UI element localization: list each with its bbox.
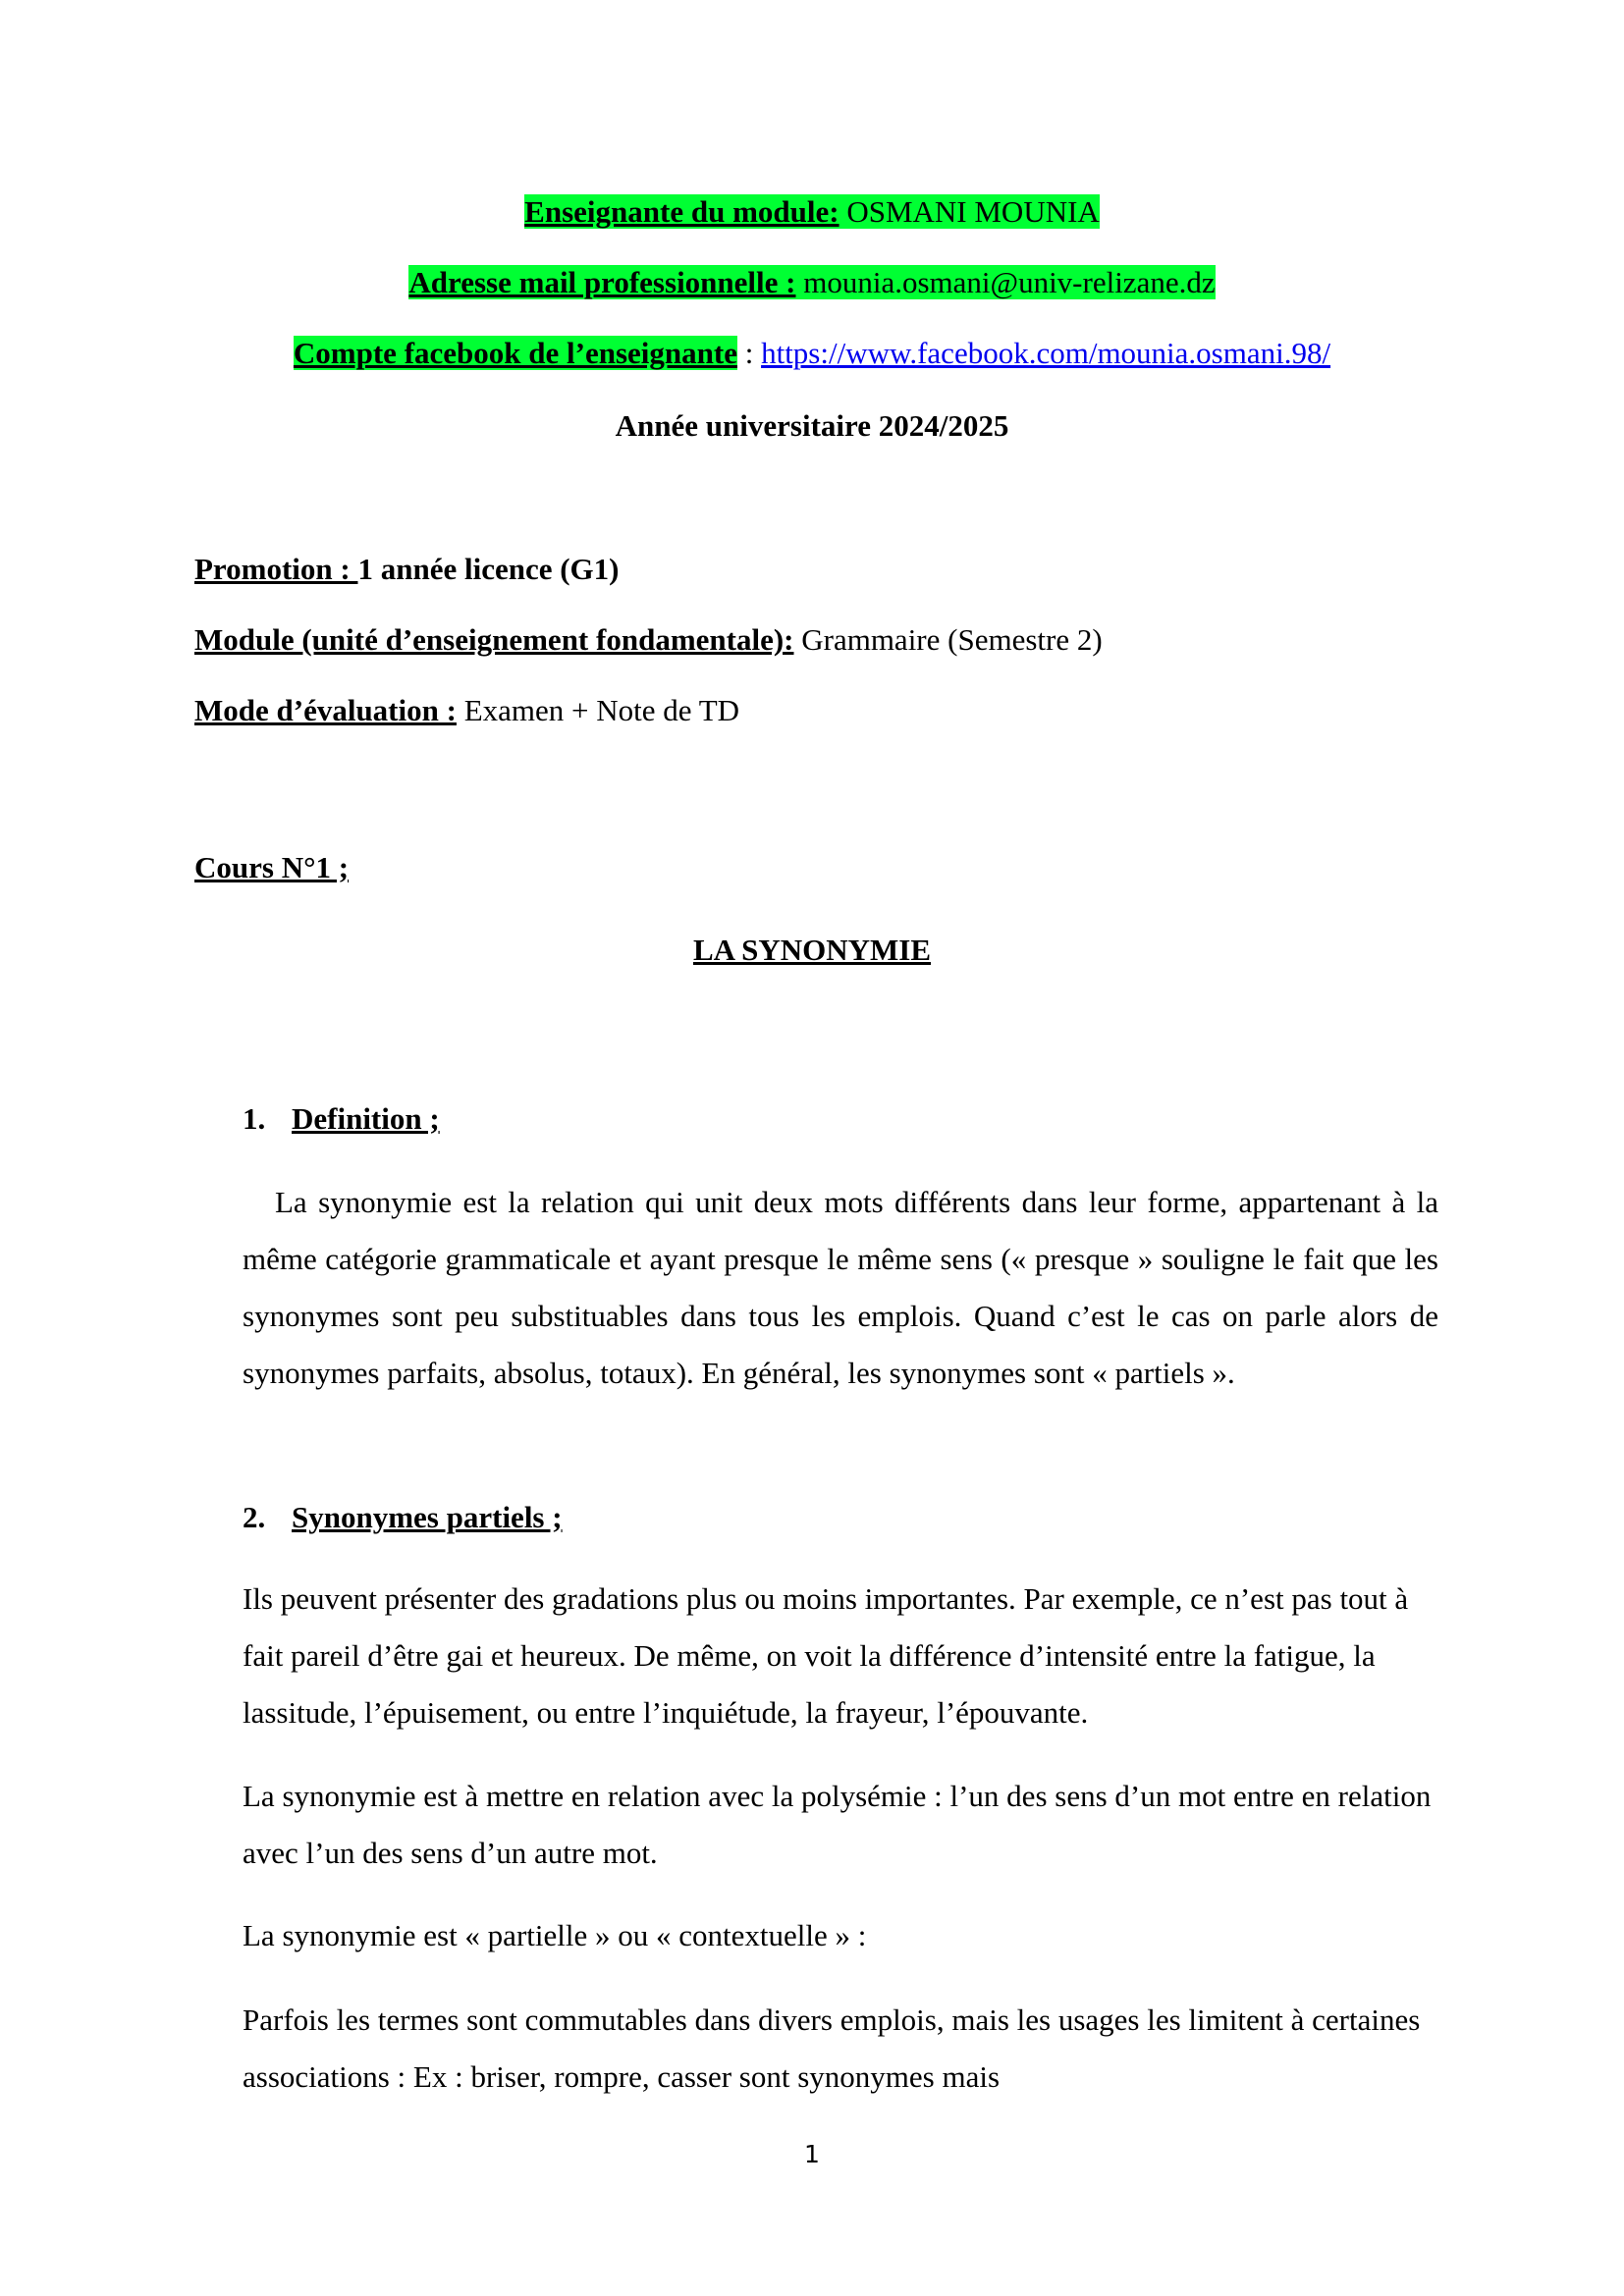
email-line [0,263,1624,302]
course-title-line [0,931,1624,970]
section-number: 1. [243,1101,266,1136]
paragraph-polysemy: La synonymie est à mettre en relation avec la polysémie : l’un des sens d’un mot entre en relation avec l’un des sens d’un autre mot. [243,1779,1432,1870]
section-heading-definition [243,1099,440,1139]
course-title: LA SYNONYMIE [692,933,931,967]
section-title: Definition ; [292,1101,440,1136]
facebook-line [0,334,1624,373]
evaluation-value: Examen + Note de TD [456,693,740,727]
evaluation-line [194,691,739,730]
teacher-name: OSMANI MOUNIA [839,194,1100,229]
section-heading-partial-synonyms [243,1498,563,1537]
promotion-value: 1 année licence (G1) [357,552,620,586]
paragraph-gradations: Ils peuvent présenter des gradations plus ou moins importantes. Par exemple, ce n’est pas tout à fait pareil d’être gai et heureux. De même, on voit la différence d’intensité entre la fatigue, la lassitude, l’épuisement, ou entre l’inquiétude, la frayeur, l’épouvante. [243,1581,1409,1730]
facebook-link[interactable]: https://www.facebook.com/mounia.osmani.98/ [761,336,1331,370]
module-label: Module (unité d’enseignement fondamentale): [194,622,794,657]
teacher-highlight [524,194,1100,229]
module-value: Grammaire (Semestre 2) [793,622,1103,657]
evaluation-label: Mode d’évaluation : [194,693,457,727]
paragraph-definition: La synonymie est la relation qui unit deux mots différents dans leur forme, appartenant à la même catégorie grammaticale et ayant presque le même sens (« presque » souligne le fait que les synonymes sont peu substituables dans tous les emplois. Quand c’est le cas on parle alors de synonymes parfaits, absolus, totaux). En général, les synonymes sont « partiels ». [243,1185,1438,1390]
email-highlight [408,265,1215,299]
page-number: 1 [804,2140,820,2168]
section-number: 2. [243,1500,266,1534]
promotion-label: Promotion : [194,552,358,586]
course-number: Cours N°1 ; [194,850,350,884]
teacher-label: Enseignante du module: [524,194,839,229]
facebook-separator: : [736,336,762,370]
promotion-line [194,550,619,589]
paragraph-partial-contextual: La synonymie est « partielle » ou « contextuelle » : [243,1918,867,1952]
paragraph-commutable: Parfois les termes sont commutables dans divers emplois, mais les usages les limitent à certaines associations : Ex : briser, rompre, casser sont synonymes mais [243,2002,1421,2094]
facebook-label: Compte facebook de l’enseignante [293,336,737,370]
email-value: mounia.osmani@univ-relizane.dz [795,265,1216,299]
academic-year: Année universitaire 2024/2025 [615,408,1009,443]
teacher-line [0,192,1624,232]
module-line [194,620,1103,660]
section-title: Synonymes partiels ; [292,1500,563,1534]
email-label: Adresse mail professionnelle : [408,265,796,299]
